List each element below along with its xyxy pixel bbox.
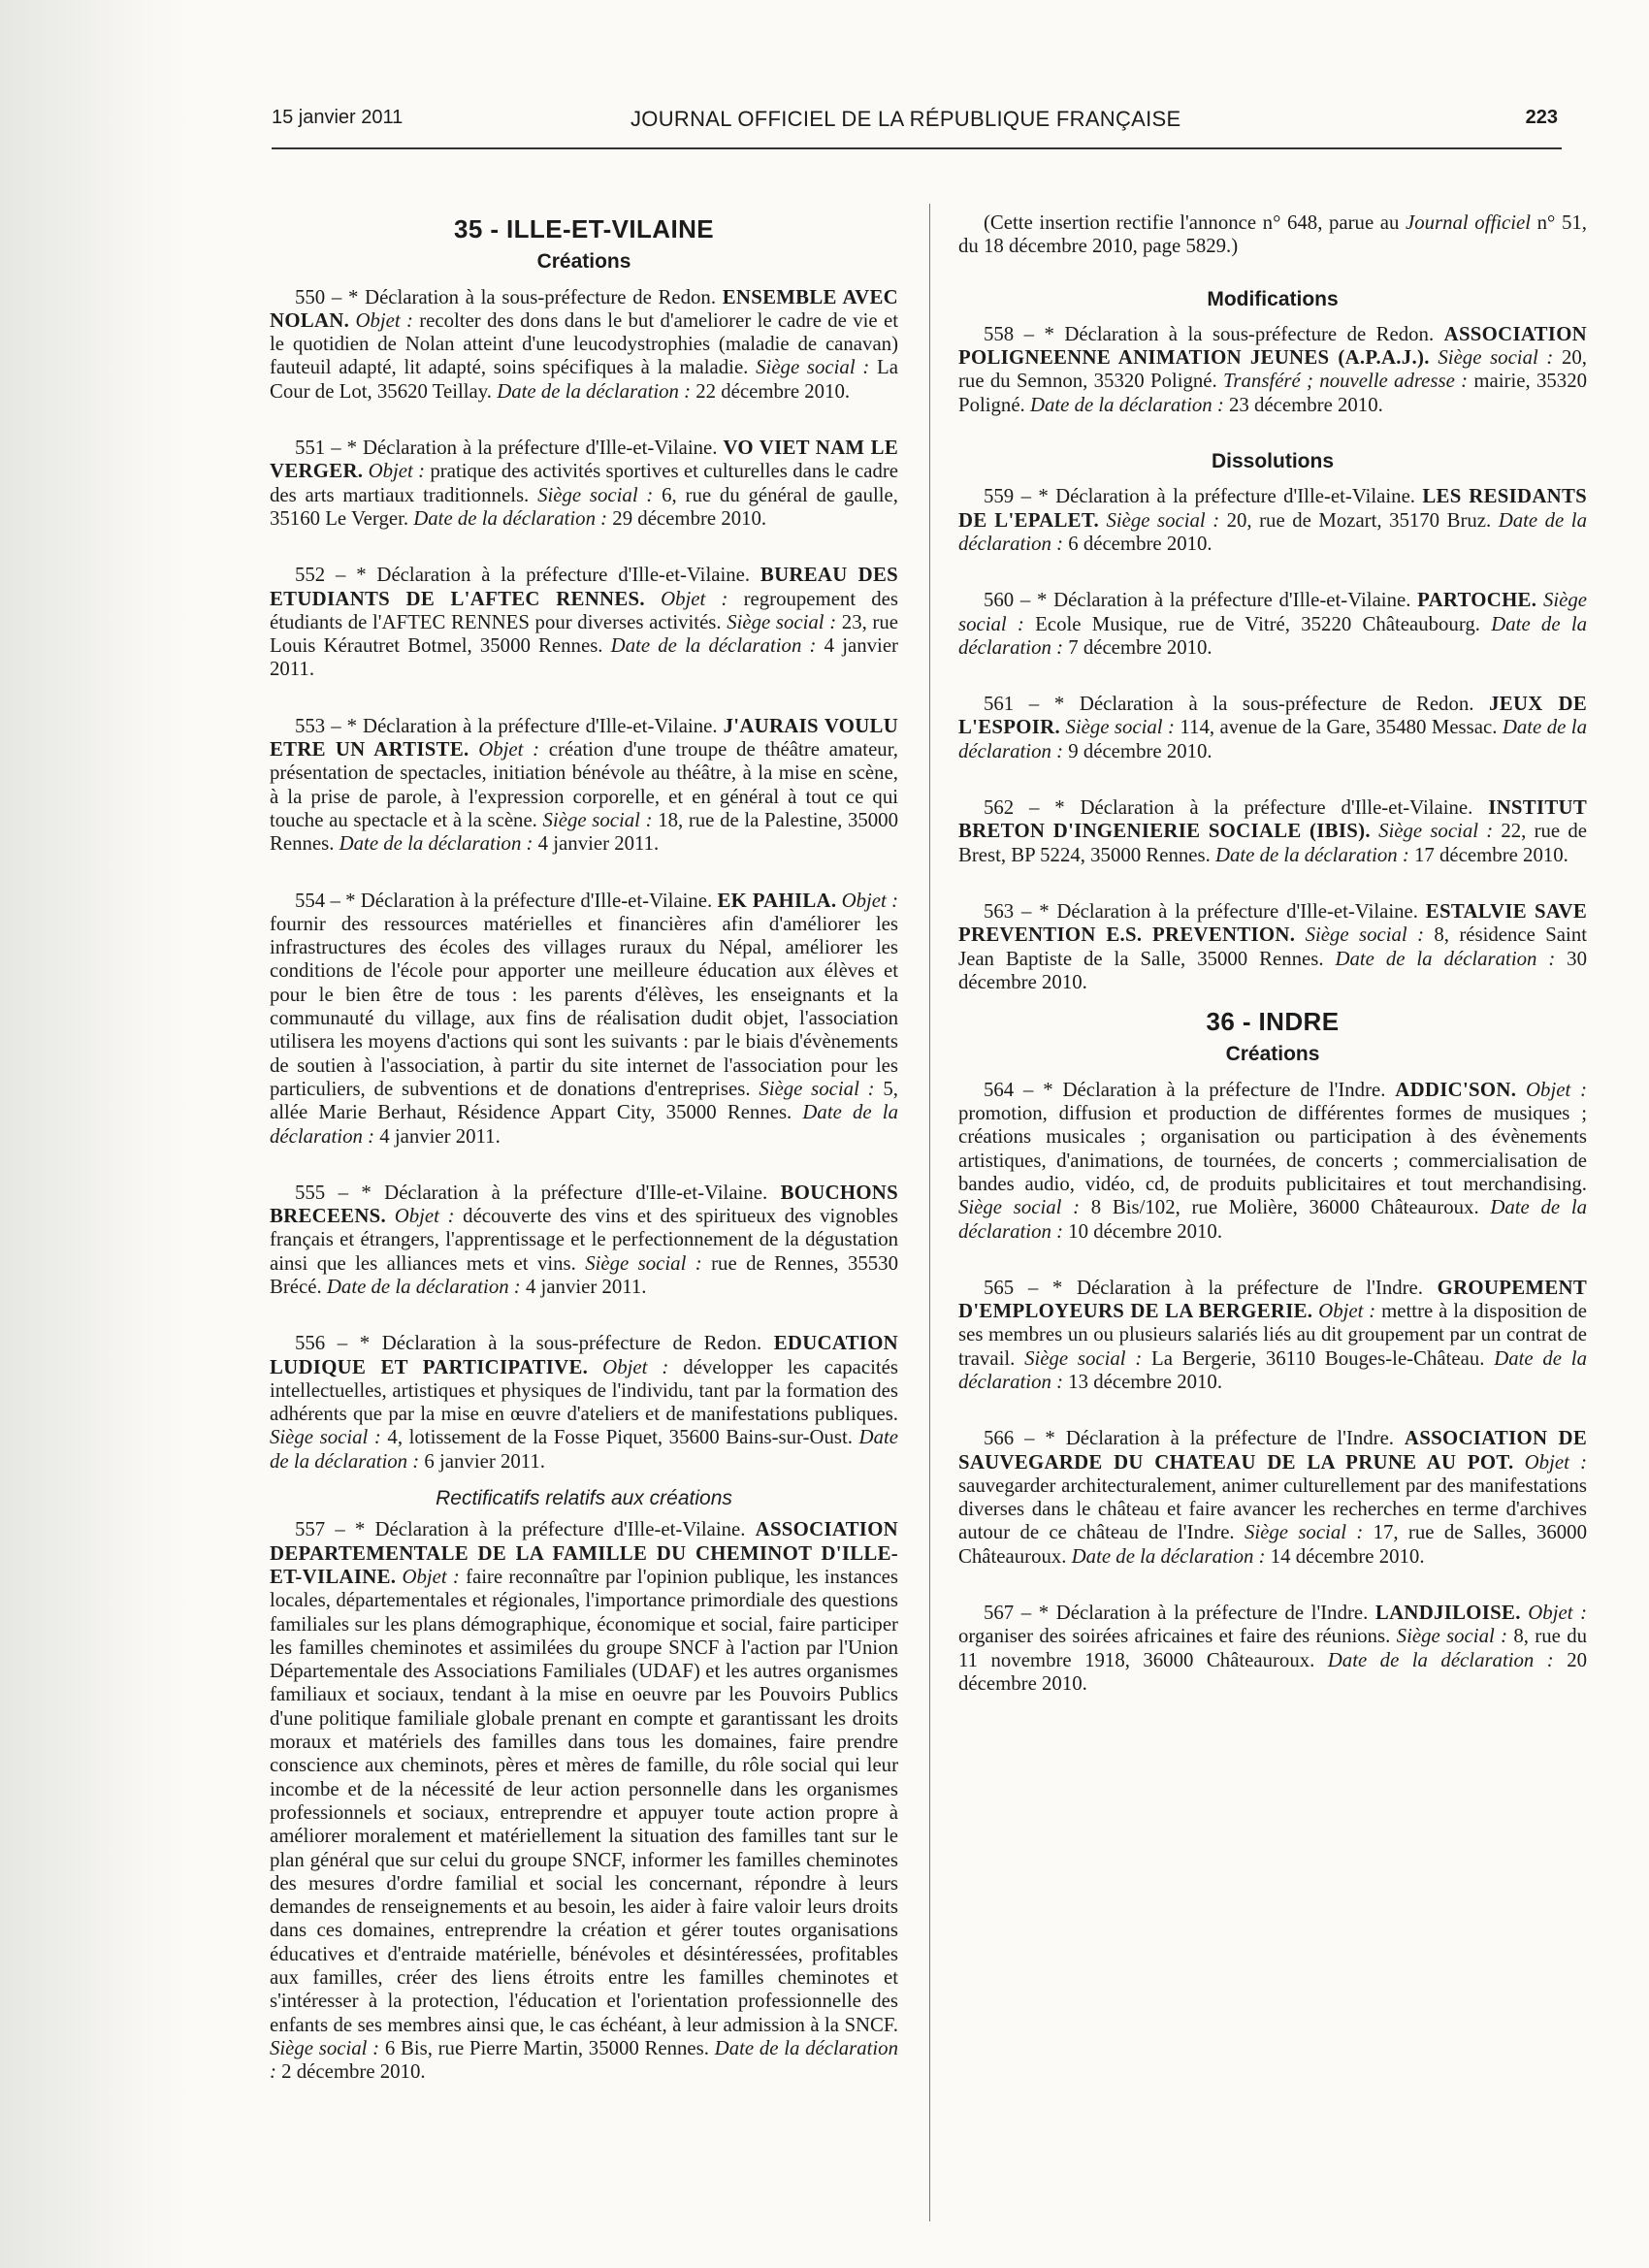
notice-entry-558: 558 – * Déclaration à la sous-préfecture de Redon. ASSOCIATION POLIGNEENNE ANIMATION JEUNES (A.P.A.J.). Siège social : 20, rue du Semnon, 35320 Poligné. Transféré ; nouvelle adresse : mairie, 35320 Poligné. Date de la déclaration : 23 décembre 2010. <box>958 322 1587 416</box>
right-column <box>958 204 1587 2241</box>
association-name: BUREAU DES ETUDIANTS DE L'AFTEC RENNES. <box>270 564 898 610</box>
association-name: VO VIET NAM LE VERGER. <box>270 437 898 483</box>
association-name: EK PAHILA. <box>717 889 837 912</box>
association-name: ESTALVIE SAVE PREVENTION E.S. PREVENTION. <box>958 899 1587 947</box>
notice-entry-565: 565 – * Déclaration à la préfecture de l'Indre. GROUPEMENT D'EMPLOYEURS DE LA BERGERIE. Objet : mettre à la disposition de ses membres un ou plusieurs salariés liés au dit groupement par un contrat de travail. Siège social : La Bergerie, 36110 Bouges-le-Château. Date de la déclaration : 13 décembre 2010. <box>958 1276 1587 1393</box>
association-name: JEUX DE L'ESPOIR. <box>958 693 1587 739</box>
association-name: ASSOCIATION DE SAUVEGARDE DU CHATEAU DE LA PRUNE AU POT. <box>958 1427 1587 1474</box>
section-heading-creations: Créations <box>536 250 631 274</box>
section-heading-modifications: Modifications <box>1207 287 1339 310</box>
notice-entry-552: 552 – * Déclaration à la préfecture d'Ille-et-Vilaine. BUREAU DES ETUDIANTS DE L'AFTEC RENNES. Objet : regroupement des étudiants de l'AFTEC RENNES pour diverses activités. Siège social : 23, rue Louis Kérautret Botmel, 35000 Rennes. Date de la déclaration : 4 janvier 2011. <box>270 564 898 681</box>
scan-edge-shading <box>0 0 194 2268</box>
section-heading-creations-36: Créations <box>1225 1043 1320 1066</box>
association-name: INSTITUT BRETON D'INGENIERIE SOCIALE (IBIS). <box>958 796 1587 843</box>
association-name: ADDIC'SON. <box>1395 1078 1517 1101</box>
notice-entry-550: 550 – * Déclaration à la sous-préfecture de Redon. ENSEMBLE AVEC NOLAN. Objet : recolter des dons dans le but d'ameliorer le cadre de vie et le quotidien de Nolan atteint d'une leucodystrophies (maladie de canavan) fauteuil adapté, lit adapté, soins spécifiques à la maladie. Siège social : La Cour de Lot, 35620 Teillay. Date de la déclaration : 22 décembre 2010. <box>270 285 898 403</box>
notice-entry-553: 553 – * Déclaration à la préfecture d'Ille-et-Vilaine. J'AURAIS VOULU ETRE UN ARTISTE. Objet : création d'une troupe de théâtre amateur, présentation de spectacles, initiation bénévole au théâtre, à la mise en scène, à la prise de parole, à l'expression corporelle, et en général à tout ce qui touche au spectacle et à la scène. Siège social : 18, rue de la Palestine, 35000 Rennes. Date de la déclaration : 4 janvier 2011. <box>270 714 898 856</box>
notice-entry-563: 563 – * Déclaration à la préfecture d'Ille-et-Vilaine. ESTALVIE SAVE PREVENTION E.S. PREVENTION. Siège social : 8, résidence Saint Jean Baptiste de la Salle, 35000 Rennes. Date de la déclaration : 30 décembre 2010. <box>958 899 1587 993</box>
notice-entry-551: 551 – * Déclaration à la préfecture d'Ille-et-Vilaine. VO VIET NAM LE VERGER. Objet : pratique des activités sportives et culturelles dans le cadre des arts martiaux traditionnels. Siège social : 6, rue du général de gaulle, 35160 Le Verger. Date de la déclaration : 29 décembre 2010. <box>270 437 898 530</box>
rectification-note: (Cette insertion rectifie l'annonce n° 648, parue au Journal officiel n° 51, du 18 décembre 2010, page 5829.) <box>958 211 1587 258</box>
journal-title: JOURNAL OFFICIEL DE LA RÉPUBLIQUE FRANÇAISE <box>630 107 1181 131</box>
section-heading-rectificatifs: Rectificatifs relatifs aux créations <box>436 1487 732 1510</box>
notice-entry-557: 557 – * Déclaration à la préfecture d'Ille-et-Vilaine. ASSOCIATION DEPARTEMENTALE DE LA FAMILLE DU CHEMINOT D'ILLE-ET-VILAINE. Objet : faire reconnaître par l'opinion publique, les instances locales, départementales et régionales, l'importance primordiale des questions familiales sur les plans démographique, économique et social, faire participer les familles cheminotes et assimilées du groupe SNCF à l'action par l'Union Départementale des Associations Familiales (UDAF) et les autres organismes familiaux et sociaux, tendant à la mise en oeuvre par les Pouvoirs Publics d'une politique familiale globale prenant en compte et garantissant les droits moraux et matériels des familles dans tous les domaines, faire prendre conscience aux cheminots, pères et mères de famille, du rôle social qui leur incombe et de la nécessité de leur action personnelle dans les organismes professionnels et sociaux, entreprendre et appuyer toute action propre à améliorer moralement et matériellement la situation des familles tant sur le plan général que sur celui du groupe SNCF, informer les familles cheminotes des mesures d'ordre familial et social les concernant, répondre à leurs demandes de renseignements et au besoin, les aider à faire valoir leurs droits dans ces domaines, entreprendre la création et gérer toutes organisations éducatives et d'entraide matérielle, bénévoles et désintéressées, profitables aux familles, créer des liens étroits entre les familles cheminotes et s'intéresser à la protection, l'éducation et l'orientation professionnelle des enfants de ses membres ainsi que, le cas échéant, à leur admission à la SNCF. Siège social : 6 Bis, rue Pierre Martin, 35000 Rennes. Date de la déclaration : 2 décembre 2010. <box>270 1518 898 2084</box>
left-column <box>270 204 898 2241</box>
department-heading-35: 35 - ILLE-ET-VILAINE <box>453 214 715 243</box>
association-name: GROUPEMENT D'EMPLOYEURS DE LA BERGERIE. <box>958 1276 1587 1323</box>
notice-entry-562: 562 – * Déclaration à la préfecture d'Ille-et-Vilaine. INSTITUT BRETON D'INGENIERIE SOCIALE (IBIS). Siège social : 22, rue de Brest, BP 5224, 35000 Rennes. Date de la déclaration : 17 décembre 2010. <box>958 796 1587 866</box>
association-name: ASSOCIATION DEPARTEMENTALE DE LA FAMILLE DU CHEMINOT D'ILLE-ET-VILAINE. <box>270 1518 898 1588</box>
notice-entry-555: 555 – * Déclaration à la préfecture d'Ille-et-Vilaine. BOUCHONS BRECEENS. Objet : découverte des vins et des spiritueux des vignobles français et étrangers, l'apprentissage et le perfectionnement de la dégustation ainsi que les alliances mets et vins. Siège social : rue de Rennes, 35530 Brécé. Date de la déclaration : 4 janvier 2011. <box>270 1181 898 1298</box>
notice-entry-559: 559 – * Déclaration à la préfecture d'Ille-et-Vilaine. LES RESIDANTS DE L'EPALET. Siège social : 20, rue de Mozart, 35170 Bruz. Date de la déclaration : 6 décembre 2010. <box>958 485 1587 555</box>
notice-entry-567: 567 – * Déclaration à la préfecture de l'Indre. LANDJILOISE. Objet : organiser des soirées africaines et faire des réunions. Siège social : 8, rue du 11 novembre 1918, 36000 Châteauroux. Date de la déclaration : 20 décembre 2010. <box>958 1602 1587 1695</box>
association-name: LANDJILOISE. <box>1374 1602 1521 1625</box>
notice-entry-556: 556 – * Déclaration à la sous-préfecture de Redon. EDUCATION LUDIQUE ET PARTICIPATIVE. Objet : développer les capacités intellectuelles, artistiques et physiques de l'individu, tant par la formation des adhérents que par la mise en œuvre d'ateliers et de manifestations publiques. Siège social : 4, lotissement de la Fosse Piquet, 35600 Bains-sur-Oust. Date de la déclaration : 6 janvier 2011. <box>270 1332 898 1473</box>
association-name: ENSEMBLE AVEC NOLAN. <box>270 285 898 332</box>
association-name: J'AURAIS VOULU ETRE UN ARTISTE. <box>270 714 898 761</box>
notice-entry-554: 554 – * Déclaration à la préfecture d'Ille-et-Vilaine. EK PAHILA. Objet : fournir des ressources matérielles et financières afin d'améliorer les infrastructures des écoles des villages ruraux du Népal, améliorer les conditions de l'école pour apporter une meilleure éducation aux élèves et pour le bien être de tous : les parents d'élèves, les enseignants et la communauté du village, aux fins de réalisation dudit objet, l'association utilisera les moyens d'actions qui sont les suivants : par le biais d'évènements de soutien à l'association, à partir du site internet de l'association pour les particuliers, de subventions et de donations d'entreprises. Siège social : 5, allée Marie Berhaut, Résidence Appart City, 35000 Rennes. Date de la déclaration : 4 janvier 2011. <box>270 889 898 1148</box>
page-number: 223 <box>1525 107 1558 128</box>
department-heading-36: 36 - INDRE <box>1206 1007 1340 1037</box>
association-name: LES RESIDANTS DE L'EPALET. <box>958 485 1587 532</box>
column-divider <box>929 204 930 2221</box>
notice-entry-564: 564 – * Déclaration à la préfecture de l'Indre. ADDIC'SON. Objet : promotion, diffusion et production de différentes formes de musiques ; créations musicales ; organisation ou participation à des évènements artistiques, d'animations, de tournées, de concerts ; commercialisation de bandes audio, vidéo, cd, de produits publicitaires et tout merchandising. Siège social : 8 Bis/102, rue Molière, 36000 Châteauroux. Date de la déclaration : 10 décembre 2010. <box>958 1078 1587 1243</box>
association-name: PARTOCHE. <box>1417 589 1537 612</box>
association-name: ASSOCIATION POLIGNEENNE ANIMATION JEUNES (A.P.A.J.). <box>958 322 1587 370</box>
association-name: EDUCATION LUDIQUE ET PARTICIPATIVE. <box>270 1332 898 1378</box>
notice-entry-561: 561 – * Déclaration à la sous-préfecture de Redon. JEUX DE L'ESPOIR. Siège social : 114, avenue de la Gare, 35480 Messac. Date de la déclaration : 9 décembre 2010. <box>958 693 1587 762</box>
publication-date: 15 janvier 2011 <box>272 107 404 128</box>
association-name: BOUCHONS BRECEENS. <box>270 1181 898 1228</box>
notice-entry-560: 560 – * Déclaration à la préfecture d'Ille-et-Vilaine. PARTOCHE. Siège social : Ecole Musique, rue de Vitré, 35220 Châteaubourg. Date de la déclaration : 7 décembre 2010. <box>958 589 1587 659</box>
section-heading-dissolutions: Dissolutions <box>1211 450 1334 473</box>
page-header <box>272 105 1562 149</box>
notice-entry-566: 566 – * Déclaration à la préfecture de l'Indre. ASSOCIATION DE SAUVEGARDE DU CHATEAU DE LA PRUNE AU POT. Objet : sauvegarder architecturalement, animer culturellement par des manifestations diverses dans le château et faire avancer les recherches en terme d'archives autour de ce château de l'Indre. Siège social : 17, rue de Salles, 36000 Châteauroux. Date de la déclaration : 14 décembre 2010. <box>958 1427 1587 1568</box>
